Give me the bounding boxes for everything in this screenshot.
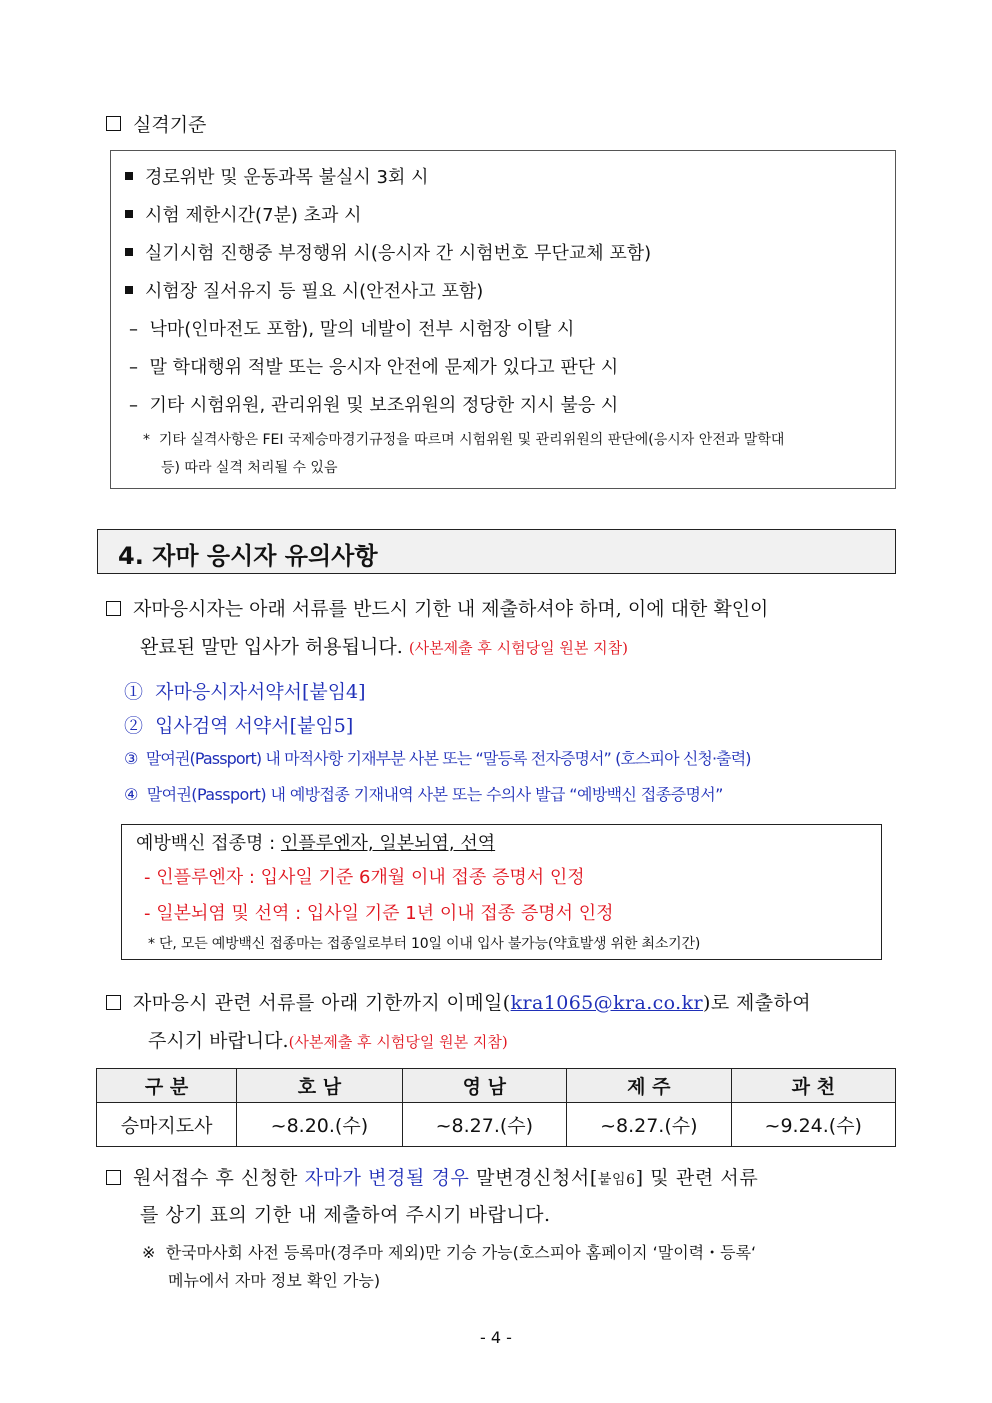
table-cell: ~9.24.(수): [731, 1103, 895, 1147]
checkbox-bullet-icon: [106, 1170, 121, 1185]
original-note: (사본제출 후 시험당일 원본 지참): [288, 1033, 508, 1051]
doc-item-2: ② 입사검역 서약서[붙임5]: [124, 715, 354, 737]
dash-item: – 말 학대행위 적발 또는 응시자 안전에 문제가 있다고 판단 시: [129, 357, 619, 378]
square-bullet-icon: [125, 210, 133, 218]
paragraph-email-line1: 자마응시 관련 서류를 아래 기한까지 이메일(kra1065@kra.co.kr)로 제출하여: [106, 988, 811, 1015]
paragraph-horse-change-line2: 를 상기 표의 기한 내 제출하여 주시기 바랍니다.: [140, 1204, 551, 1226]
table-header-cell: 구 분: [97, 1069, 237, 1103]
paragraph-docs-line2: 완료된 말만 입사가 허용됩니다. (사본제출 후 시험당일 원본 지참): [140, 636, 628, 658]
bullet-item: 경로위반 및 운동과목 불실시 3회 시: [125, 163, 429, 189]
square-bullet-icon: [125, 172, 133, 180]
doc-item-3: ③ 말여권(Passport) 내 마적사항 기재부분 사본 또는 “말등록 전자증명서” (호스피아 신청·출력): [124, 749, 751, 768]
section-heading-disqualification: 실격기준: [106, 110, 206, 137]
table-header-cell: 제 주: [567, 1069, 731, 1103]
dash-item: – 낙마(인마전도 포함), 말의 네발이 전부 시험장 이탈 시: [129, 319, 575, 340]
vaccine-encephalitis-rule: - 일본뇌염 및 선역 : 입사일 기준 1년 이내 접종 증명서 인정: [144, 903, 614, 924]
table-cell: ~8.27.(수): [567, 1103, 731, 1147]
table-row: [97, 1103, 896, 1147]
square-bullet-icon: [125, 248, 133, 256]
original-note: (사본제출 후 시험당일 원본 지참): [408, 639, 628, 657]
email-link[interactable]: kra1065@kra.co.kr: [510, 992, 704, 1014]
table-cell: ~8.27.(수): [402, 1103, 566, 1147]
table-header-cell: 영 남: [402, 1069, 566, 1103]
vaccine-influenza-rule: - 인플루엔자 : 입사일 기준 6개월 이내 접종 증명서 인정: [144, 867, 585, 888]
table-cell: 승마지도사: [97, 1103, 237, 1147]
table-header-row: [97, 1069, 896, 1103]
doc-item-4: ④ 말여권(Passport) 내 예방접종 기재내역 사본 또는 수의사 발급 “예방백신 접종증명서”: [124, 785, 723, 804]
paragraph-email-line2: 주시기 바랍니다.(사본제출 후 시험당일 원본 지참): [148, 1030, 508, 1052]
vaccine-names: 예방백신 접종명 : 인플루엔자, 일본뇌염, 선역: [136, 833, 496, 854]
section-title-bar: [97, 529, 896, 574]
square-bullet-icon: [125, 286, 133, 294]
checkbox-bullet-icon: [106, 601, 121, 616]
section-title: 4. 자마 응시자 유의사항: [118, 542, 378, 570]
doc-item-1: ① 자마응시자서약서[붙임4]: [124, 681, 366, 703]
vaccine-box: [121, 824, 882, 960]
table-cell: ~8.20.(수): [237, 1103, 402, 1147]
checkbox-bullet-icon: [106, 116, 121, 131]
disqualification-box: [110, 150, 896, 489]
vaccine-note: * 단, 모든 예방백신 접종마는 접종일로부터 10일 이내 입사 불가능(약효발생 위한 최소기간): [148, 936, 701, 952]
reference-note-line2: 메뉴에서 자마 정보 확인 가능): [168, 1271, 381, 1290]
bullet-item: 시험장 질서유지 등 필요 시(안전사고 포함): [125, 277, 483, 303]
table-header-cell: 과 천: [731, 1069, 895, 1103]
table-header-cell: 호 남: [237, 1069, 402, 1103]
deadline-table: [96, 1068, 896, 1147]
paragraph-docs-line1: 자마응시자는 아래 서류를 반드시 기한 내 제출하셔야 하며, 이에 대한 확인이: [106, 594, 896, 621]
note-line: * 기타 실격사항은 FEI 국제승마경기규정을 따르며 시험위원 및 관리위원의 판단에(응시자 안전과 말학대: [143, 432, 785, 448]
bullet-item: 시험 제한시간(7분) 초과 시: [125, 201, 362, 227]
page-number: - 4 -: [480, 1328, 512, 1347]
note-line: 등) 따라 실격 처리될 수 있음: [161, 460, 338, 476]
reference-note-line1: ※ 한국마사회 사전 등록마(경주마 제외)만 기승 가능(호스피아 홈페이지 ‘말이력・등록‘: [142, 1243, 757, 1262]
checkbox-bullet-icon: [106, 995, 121, 1010]
paragraph-horse-change-line1: 원서접수 후 신청한 자마가 변경될 경우 말변경신청서[붙임6] 및 관련 서류: [106, 1163, 758, 1190]
dash-item: – 기타 시험위원, 관리위원 및 보조위원의 정당한 지시 불응 시: [129, 395, 619, 416]
bullet-item: 실기시험 진행중 부정행위 시(응시자 간 시험번호 무단교체 포함): [125, 239, 651, 265]
